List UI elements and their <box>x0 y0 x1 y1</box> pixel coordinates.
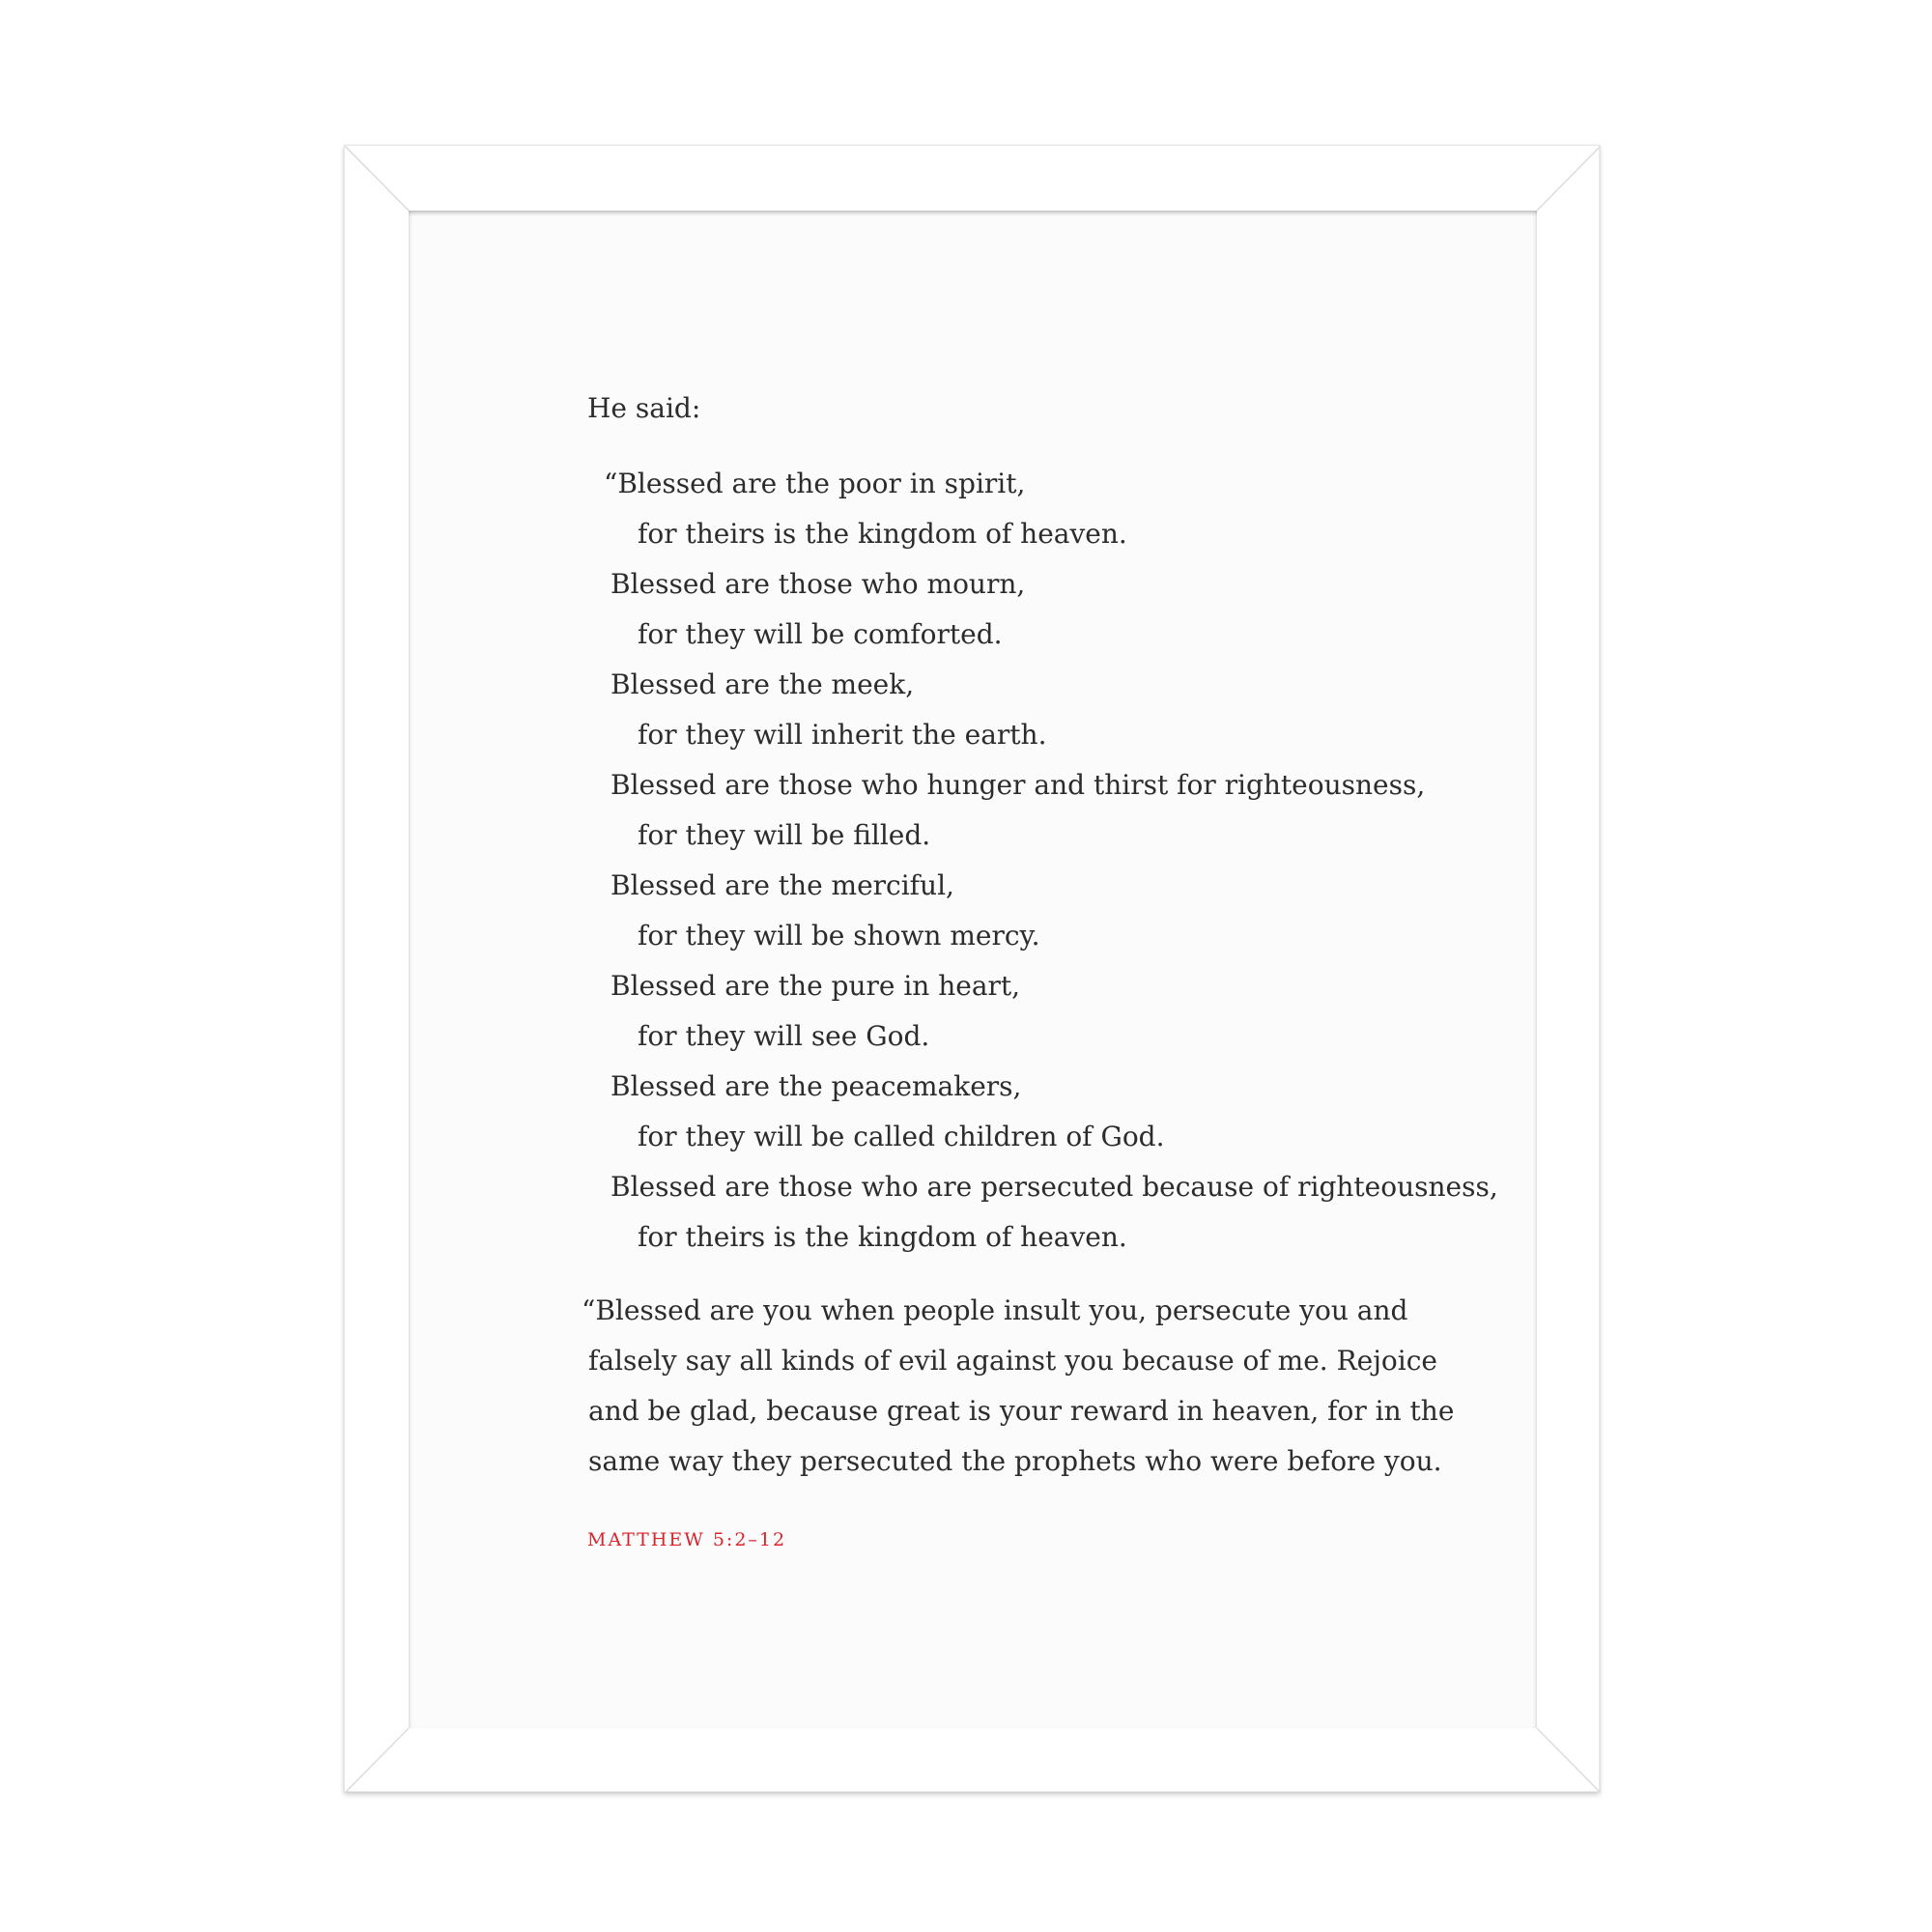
paragraph-line: same way they persecuted the prophets who were before you. <box>588 1445 1442 1477</box>
intro-text: He said: <box>587 392 701 424</box>
paragraph-line: “Blessed are you when people insult you, persecute you and <box>582 1294 1408 1326</box>
verse-line: Blessed are those who hunger and thirst for righteousness, <box>611 769 1426 801</box>
verse-line: for they will be shown mercy. <box>638 920 1040 952</box>
verse-line: Blessed are the pure in heart, <box>611 970 1021 1002</box>
verse-line: for they will be called children of God. <box>638 1121 1165 1152</box>
verse-line: Blessed are the meek, <box>611 668 915 700</box>
verse-line: for they will see God. <box>638 1020 930 1052</box>
verse-line: “Blessed are the poor in spirit, <box>604 468 1026 499</box>
paragraph-line: falsely say all kinds of evil against you because of me. Rejoice <box>588 1345 1437 1377</box>
verse-line: Blessed are those who are persecuted because of righteousness, <box>611 1171 1498 1203</box>
verse-line: for theirs is the kingdom of heaven. <box>638 1221 1127 1253</box>
verse-line: for they will be filled. <box>638 819 931 851</box>
verse-line: Blessed are the merciful, <box>611 869 954 901</box>
verse-line: Blessed are the peacemakers, <box>611 1070 1022 1102</box>
verse-line: for they will inherit the earth. <box>638 719 1047 751</box>
verse-line: for theirs is the kingdom of heaven. <box>638 518 1127 550</box>
verse-line: for they will be comforted. <box>638 618 1003 650</box>
scripture-reference: MATTHEW 5:2–12 <box>587 1529 787 1550</box>
verse-line: Blessed are those who mourn, <box>611 568 1026 600</box>
paragraph-line: and be glad, because great is your reward in heaven, for in the <box>588 1395 1455 1427</box>
